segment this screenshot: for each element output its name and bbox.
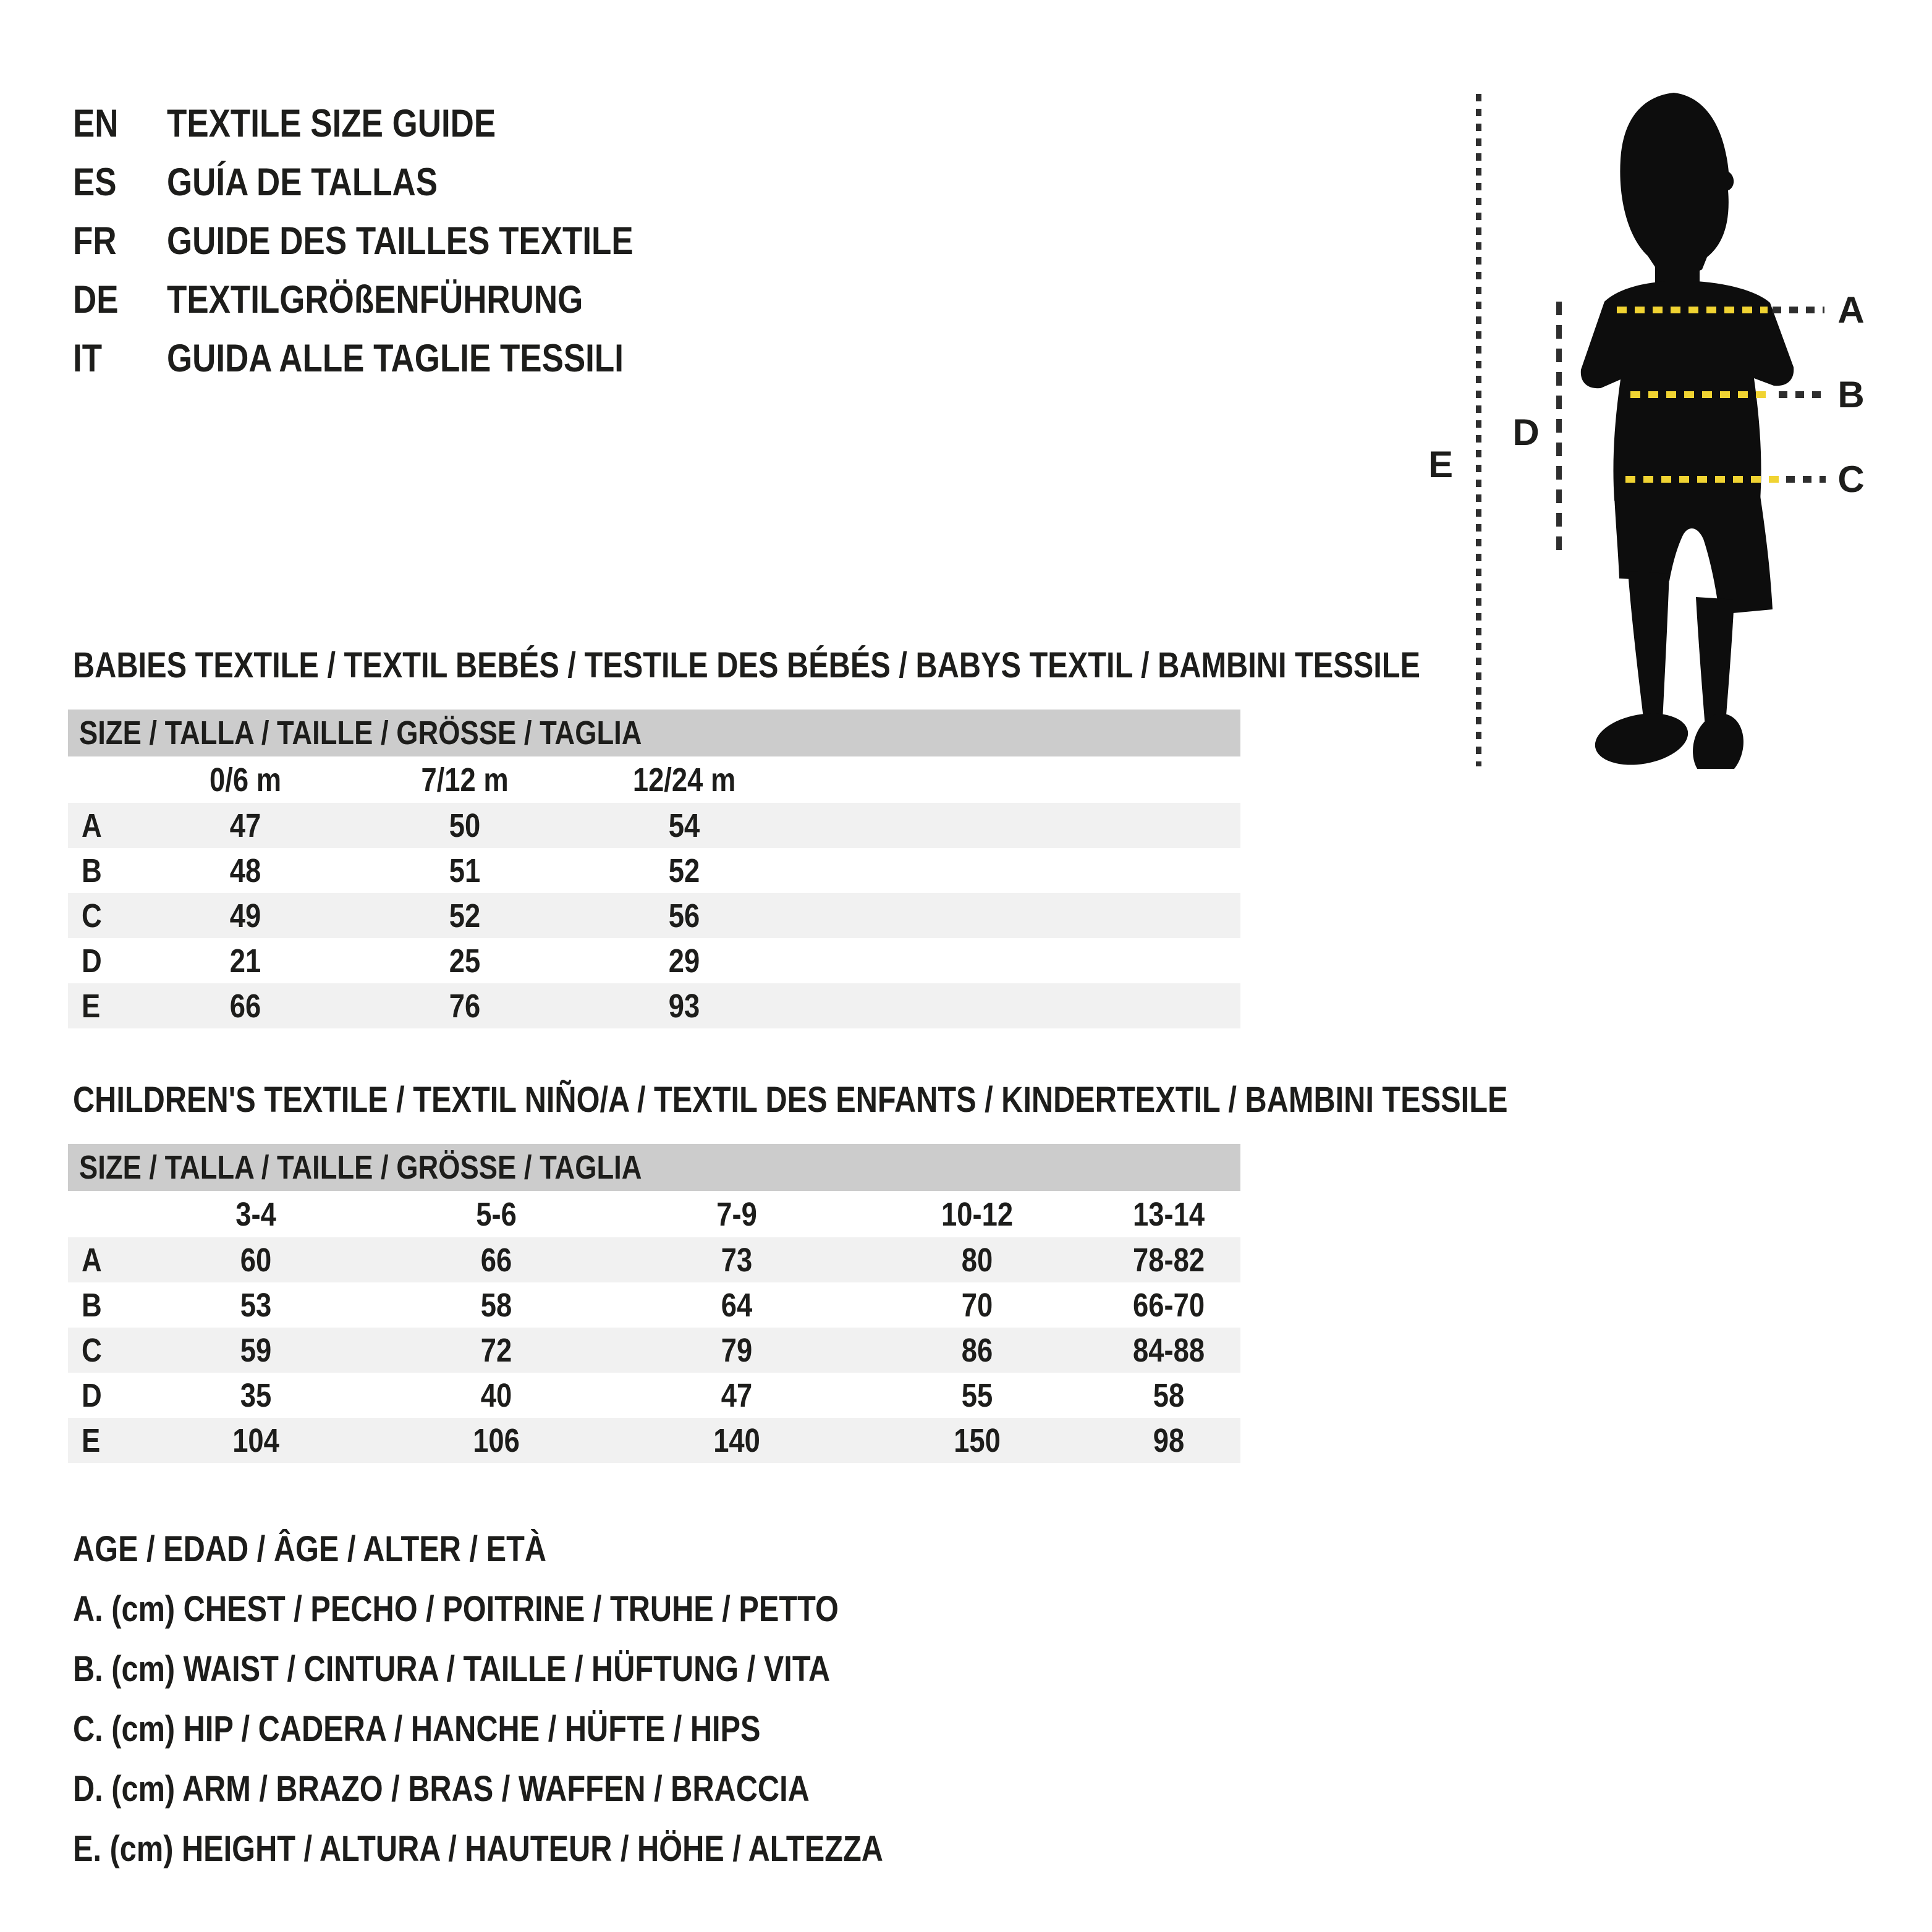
language-row	[73, 94, 722, 153]
head	[1620, 93, 1734, 273]
language-title: TEXTILE SIZE GUIDE	[167, 101, 496, 145]
language-code: IT	[73, 336, 103, 380]
table-row	[68, 1373, 1240, 1418]
table-cell: 84-88	[1133, 1331, 1205, 1369]
language-row	[73, 153, 722, 211]
table-cell: 35	[240, 1376, 272, 1414]
row-label: D	[82, 942, 102, 980]
table-cell: 55	[962, 1376, 993, 1414]
table-cell: 47	[721, 1376, 753, 1414]
table-row	[68, 983, 1240, 1028]
hip-measure-line-c	[1625, 476, 1781, 483]
table-cell: 93	[669, 987, 700, 1025]
measure-label-a: A	[1837, 289, 1865, 331]
babies-size-table	[68, 710, 1240, 1028]
size-bar-text: SIZE / TALLA / TAILLE / GRÖSSE / TAGLIA	[79, 1149, 642, 1186]
column-header: 7-9	[716, 1195, 758, 1233]
language-title-block	[73, 94, 722, 388]
table-cell: 51	[449, 852, 481, 889]
language-row	[73, 211, 722, 270]
measure-label-b: B	[1837, 374, 1865, 415]
measure-label-c: C	[1837, 459, 1865, 500]
table-row	[68, 893, 1240, 938]
table-cell: 66	[481, 1241, 512, 1279]
table-cell: 104	[232, 1421, 280, 1459]
language-title: TEXTILGRÖßENFÜHRUNG	[167, 278, 583, 321]
size-header-bar	[68, 1144, 1240, 1191]
table-cell: 47	[230, 807, 261, 844]
row-label: C	[82, 897, 102, 934]
column-header: 7/12 m	[421, 761, 509, 799]
size-bar-text: SIZE / TALLA / TAILLE / GRÖSSE / TAGLIA	[79, 714, 642, 752]
table-cell: 106	[473, 1421, 520, 1459]
column-header: 12/24 m	[633, 761, 736, 799]
table-row	[68, 1282, 1240, 1328]
language-code: ES	[73, 160, 117, 204]
language-title: GUIDE DES TAILLES TEXTILE	[167, 219, 633, 263]
table-cell: 25	[449, 942, 481, 980]
language-row	[73, 329, 722, 388]
row-label: E	[82, 987, 101, 1025]
legend-row-age: AGE / EDAD / ÂGE / ALTER / ETÀ	[73, 1529, 547, 1569]
table-cell: 73	[721, 1241, 753, 1279]
row-label: B	[82, 1286, 102, 1324]
babies-section-heading	[73, 644, 1677, 687]
babies-column-header-row	[68, 756, 1240, 803]
chest-measure-line-a	[1617, 307, 1768, 313]
table-row	[68, 938, 1240, 983]
table-cell: 79	[721, 1331, 753, 1369]
table-cell: 140	[713, 1421, 761, 1459]
legend-row-chest: A. (cm) CHEST / PECHO / POITRINE / TRUHE / PETTO	[73, 1589, 839, 1629]
language-code: EN	[73, 101, 119, 145]
table-cell: 56	[669, 897, 700, 934]
table-cell: 52	[449, 897, 481, 934]
table-cell: 50	[449, 807, 481, 844]
table-cell: 53	[240, 1286, 272, 1324]
language-row	[73, 270, 722, 329]
chest-measure-line-a-extension	[1773, 307, 1824, 313]
children-column-header-row	[68, 1191, 1240, 1237]
table-cell: 49	[230, 897, 261, 934]
legend-row-height: E. (cm) HEIGHT / ALTURA / HAUTEUR / HÖHE / ALTEZZA	[73, 1829, 883, 1869]
table-row	[68, 1237, 1240, 1282]
table-cell: 66	[230, 987, 261, 1025]
column-header: 10-12	[941, 1195, 1014, 1233]
table-cell: 21	[230, 942, 261, 980]
measure-label-d: D	[1512, 412, 1540, 453]
table-cell: 58	[481, 1286, 512, 1324]
legend-row-hip: C. (cm) HIP / CADERA / HANCHE / HÜFTE / HIPS	[73, 1709, 761, 1749]
table-row	[68, 803, 1240, 848]
row-label: A	[82, 1241, 102, 1279]
left-shoe	[1591, 706, 1692, 769]
language-code: FR	[73, 219, 117, 263]
language-title: GUIDA ALLE TAGLIE TESSILI	[167, 336, 624, 380]
table-cell: 98	[1153, 1421, 1185, 1459]
table-row	[68, 1418, 1240, 1463]
table-cell: 86	[962, 1331, 993, 1369]
row-label: E	[82, 1421, 101, 1459]
table-cell: 59	[240, 1331, 272, 1369]
row-label: A	[82, 807, 102, 844]
table-cell: 48	[230, 852, 261, 889]
table-cell: 29	[669, 942, 700, 980]
table-row	[68, 1328, 1240, 1373]
row-label: B	[82, 852, 102, 889]
hip-measure-line-c-extension	[1786, 476, 1826, 483]
language-title: GUÍA DE TALLAS	[167, 160, 438, 204]
table-cell: 70	[962, 1286, 993, 1324]
column-header: 3-4	[235, 1195, 277, 1233]
table-row	[68, 848, 1240, 893]
measure-label-e: E	[1428, 444, 1454, 485]
children-section-heading	[73, 1078, 1781, 1122]
waist-measure-line-b-extension	[1779, 391, 1826, 398]
table-cell: 80	[962, 1241, 993, 1279]
language-code: DE	[73, 278, 119, 321]
table-cell: 52	[669, 852, 700, 889]
row-label: D	[82, 1376, 102, 1414]
legend-row-arm: D. (cm) ARM / BRAZO / BRAS / WAFFEN / BRACCIA	[73, 1769, 810, 1809]
row-label: C	[82, 1331, 102, 1369]
legend-row-waist: B. (cm) WAIST / CINTURA / TAILLE / HÜFTUNG / VITA	[73, 1649, 831, 1689]
table-cell: 78-82	[1133, 1241, 1205, 1279]
table-cell: 64	[721, 1286, 753, 1324]
table-cell: 58	[1153, 1376, 1185, 1414]
size-header-bar	[68, 710, 1240, 756]
column-header: 0/6 m	[210, 761, 282, 799]
table-cell: 72	[481, 1331, 512, 1369]
children-heading-text: CHILDREN'S TEXTILE / TEXTIL NIÑO/A / TEXTIL DES ENFANTS / KINDERTEXTIL / BAMBINI TESSILE	[73, 1080, 1508, 1120]
table-cell: 40	[481, 1376, 512, 1414]
arm-measure-line-d	[1556, 302, 1562, 560]
table-cell: 150	[954, 1421, 1001, 1459]
shirt	[1581, 281, 1794, 501]
waist-measure-line-b	[1630, 391, 1774, 398]
table-cell: 54	[669, 807, 700, 844]
measurement-legend	[73, 1519, 1038, 1879]
right-shoe	[1686, 708, 1750, 769]
table-cell: 60	[240, 1241, 272, 1279]
babies-heading-text: BABIES TEXTILE / TEXTIL BEBÉS / TESTILE DES BÉBÉS / BABYS TEXTIL / BAMBINI TESSILE	[73, 645, 1421, 685]
table-cell: 76	[449, 987, 481, 1025]
column-header: 5-6	[476, 1195, 517, 1233]
children-size-table	[68, 1144, 1240, 1463]
column-header: 13-14	[1133, 1195, 1205, 1233]
table-cell: 66-70	[1133, 1286, 1205, 1324]
